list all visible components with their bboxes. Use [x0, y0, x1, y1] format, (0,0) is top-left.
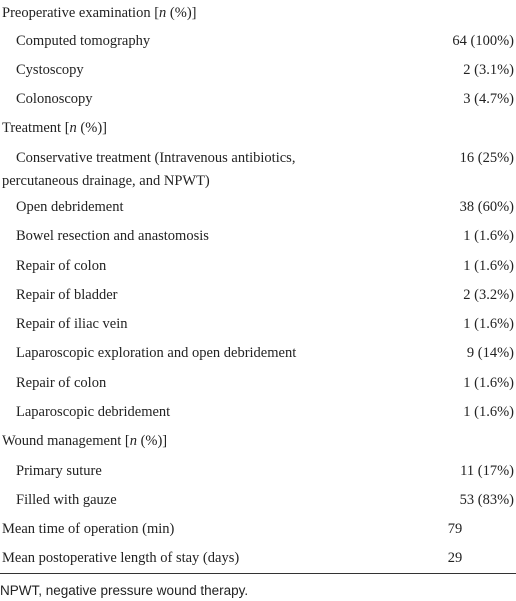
row-value: 1 (1.6%)	[463, 375, 514, 391]
row-value: 64 (100%)	[452, 33, 514, 49]
table-row	[0, 30, 516, 54]
table-bottom-rule	[0, 573, 516, 574]
footnote: NPWT, negative pressure wound therapy.	[0, 583, 249, 598]
row-value: 1 (1.6%)	[463, 258, 514, 274]
row-value: 2 (3.2%)	[463, 287, 514, 303]
row-label: Laparoscopic debridement	[16, 404, 171, 420]
row-label: Repair of colon	[16, 375, 107, 391]
table-section-header	[0, 2, 516, 26]
row-label: Preoperative examination [n (%)]	[2, 5, 197, 21]
row-value: 53 (83%)	[459, 492, 514, 508]
table-row	[0, 225, 516, 249]
table-row	[0, 518, 516, 542]
table-row	[0, 460, 516, 484]
row-label: Repair of colon	[16, 258, 107, 274]
row-value: 38 (60%)	[459, 199, 514, 215]
row-label: Repair of bladder	[16, 287, 118, 303]
row-label: Wound management [n (%)]	[2, 433, 168, 449]
table-row	[0, 489, 516, 513]
row-label: Treatment [n (%)]	[2, 120, 107, 136]
row-label: Computed tomography	[16, 33, 151, 49]
row-label: Cystoscopy	[16, 62, 84, 78]
table-row	[0, 313, 516, 337]
row-label: Mean postoperative length of stay (days)	[2, 550, 240, 566]
row-label: Repair of iliac vein	[16, 316, 128, 332]
table-section-header	[0, 117, 516, 141]
table-row	[0, 401, 516, 425]
row-value: 3 (4.7%)	[463, 91, 514, 107]
row-value: 11 (17%)	[460, 463, 514, 479]
table-row	[0, 59, 516, 83]
table-row	[0, 342, 516, 366]
row-label: Conservative treatment (Intravenous antibiotics, percutaneous drainage, and NPWT)	[2, 150, 296, 189]
row-value: 1 (1.6%)	[463, 404, 514, 420]
row-value: 79	[447, 521, 463, 537]
table-row	[0, 88, 516, 112]
table-row	[0, 196, 516, 220]
row-value: 9 (14%)	[466, 345, 514, 361]
row-value: 1 (1.6%)	[463, 316, 514, 332]
row-label: Laparoscopic exploration and open debridement	[16, 345, 297, 361]
table-row	[0, 372, 516, 396]
row-label: Mean time of operation (min)	[2, 521, 175, 537]
row-value: 29	[447, 550, 463, 566]
table-row	[0, 284, 516, 308]
row-value: 16 (25%)	[459, 150, 514, 166]
row-label: Filled with gauze	[16, 492, 117, 508]
row-value: 1 (1.6%)	[463, 228, 514, 244]
row-label: Primary suture	[16, 463, 102, 479]
table-row	[0, 147, 516, 193]
row-label: Open debridement	[16, 199, 124, 215]
table-section-header	[0, 430, 516, 454]
table-row	[0, 547, 516, 571]
row-label: Colonoscopy	[16, 91, 93, 107]
row-value: 2 (3.1%)	[463, 62, 514, 78]
row-label: Bowel resection and anastomosis	[16, 228, 209, 244]
table-row	[0, 255, 516, 279]
